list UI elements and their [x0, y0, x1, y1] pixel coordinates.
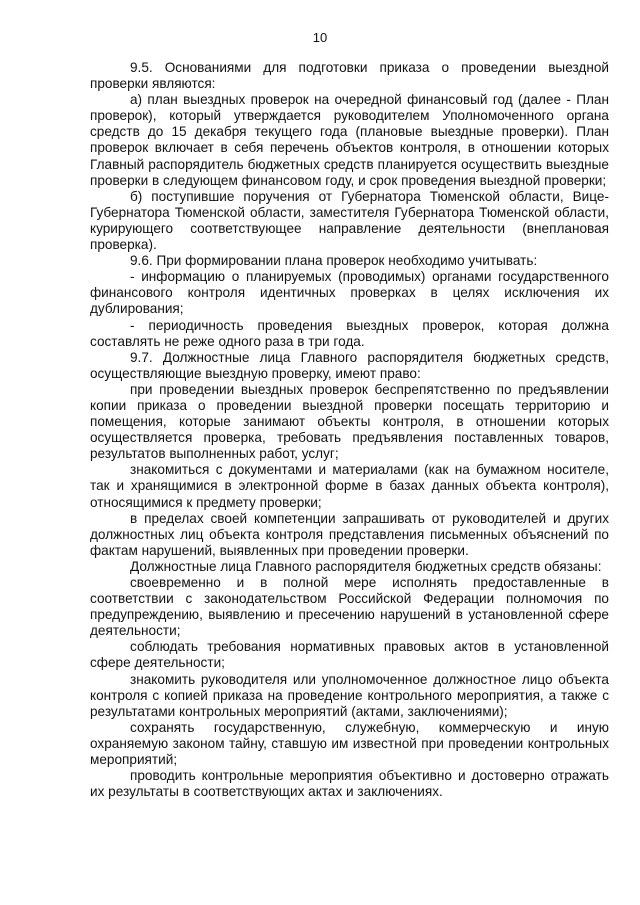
- duty-item-objective-conduct: проводить контрольные мероприятия объективно и достоверно отражать их результаты в соответствующих актах и заключениях.: [90, 768, 609, 800]
- page-number: 10: [312, 30, 328, 45]
- paragraph-9-5-b: б) поступившие поручения от Губернатора Тюменской области, Вице-Губернатора Тюменской области, заместителя Губернатора Тюменской области, курирующего соответствующее направление деятельности (внеплановая проверка).: [90, 188, 609, 253]
- document-body: [90, 60, 609, 800]
- duty-item-comply-regulations: соблюдать требования нормативных правовых актов в установленной сфере деятельности;: [90, 639, 609, 671]
- paragraph-9-6-item-2: - периодичность проведения выездных проверок, которая должна составлять не реже одного раза в три года.: [90, 317, 609, 349]
- right-item-review-documents: знакомиться с документами и материалами (как на бумажном носителе, так и хранящимися в электронной форме в базах данных объекта контроля), относящимися к предмету проверки;: [90, 462, 609, 510]
- paragraph-9-5-a: а) план выездных проверок на очередной финансовый год (далее - План проверок), который утверждается руководителем Уполномоченного органа средств до 15 декабря текущего года (плановые выездные проверки). План проверок включает в себя перечень объектов контроля, в отношении которых Главный распорядитель бюджетных средств планируется осуществить выездные проверки в следующем финансовом году, и срок проведения выездной проверки;: [90, 92, 609, 188]
- paragraph-9-6: 9.6. При формировании плана проверок необходимо учитывать:: [130, 253, 538, 269]
- duties-heading: Должностные лица Главного распорядителя бюджетных средств обязаны:: [130, 558, 602, 574]
- duty-item-exercise-powers: своевременно и в полной мере исполнять предоставленные в соответствии с законодательством Российской Федерации полномочия по предупреждению, выявлению и пресечению нарушений в установленной сфере деятельности;: [90, 575, 609, 639]
- right-item-visit-premises: при проведении выездных проверок беспрепятственно по предъявлении копии приказа о проведении выездной проверки посещать территорию и помещения, которые занимают объекты контроля, в отношении которых осуществляется проверка, требовать предъявления поставленных товаров, результатов выполненных работ, услуг;: [90, 381, 609, 462]
- paragraph-9-5: 9.5. Основаниями для подготовки приказа о проведении выездной проверки являются:: [90, 60, 609, 92]
- right-item-request-explanations: в пределах своей компетенции запрашивать от руководителей и других должностных лиц объекта контроля представления письменных объяснений по фактам нарушений, выявленных при проведении проверки.: [90, 510, 609, 558]
- duty-item-keep-secrets: сохранять государственную, служебную, коммерческую и иную охраняемую законом тайну, ставшую им известной при проведении контрольных мероприятий;: [90, 719, 609, 768]
- paragraph-9-6-item-1: - информацию о планируемых (проводимых) органами государственного финансового контроля идентичных проверках в целях исключения их дублирования;: [90, 269, 609, 317]
- paragraph-9-7: 9.7. Должностные лица Главного распорядителя бюджетных средств, осуществляющие выездную проверку, имеют право:: [90, 349, 609, 381]
- duty-item-inform-head: знакомить руководителя или уполномоченное должностное лицо объекта контроля с копией приказа на проведение контрольного мероприятия, а также с результатами контрольных мероприятий (актами, заключениями);: [90, 671, 609, 719]
